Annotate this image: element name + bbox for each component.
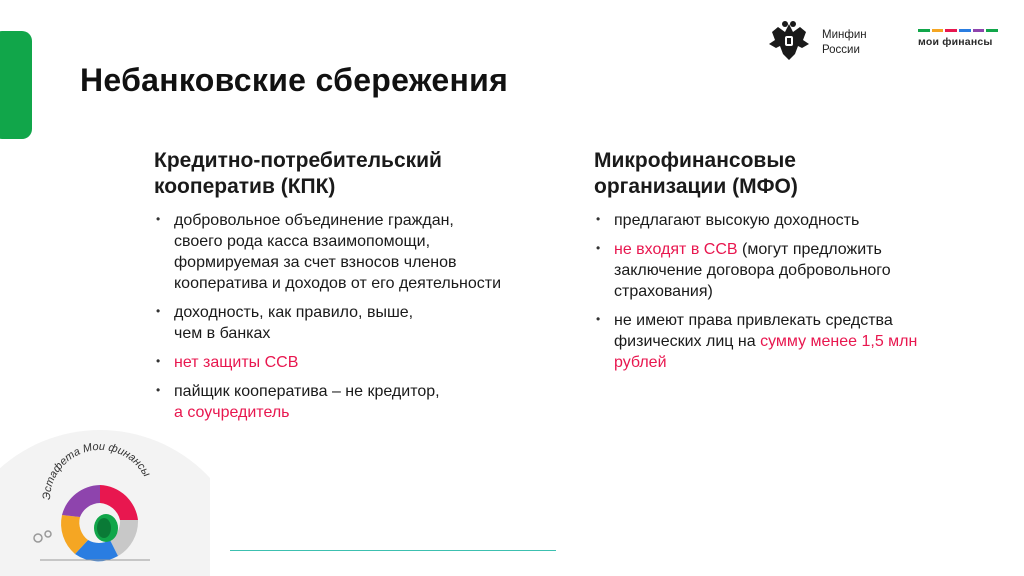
kpk-heading: Кредитно-потребительский кооператив (КПК): [154, 149, 442, 198]
list-item: • не входят в ССВ (могут предложить заключение договора добровольного страхования): [596, 241, 891, 300]
minfin-logo-line2: России: [822, 44, 860, 56]
bottom-divider: [230, 550, 556, 551]
moi-finansy-logo: [918, 29, 998, 49]
minfin-logo: [764, 18, 884, 64]
eagle-emblem-icon: [764, 18, 814, 64]
kpk-column: [154, 148, 574, 431]
minfin-logo-line1: Минфин: [822, 29, 867, 41]
relay-logo-text: Эстафета Мои финансы: [40, 440, 153, 501]
list-item: • нет защиты ССВ: [156, 354, 299, 371]
mfo-list: [594, 210, 994, 373]
moi-finansy-logo-text: мои финансы: [918, 36, 993, 48]
relay-logo: [0, 420, 210, 576]
page-title: Небанковские сбережения: [80, 62, 509, 98]
list-item: • добровольное объединение граждан, своего рода касса взаимопомощи, формируемая за счет взносов членов кооператива и доходов от его деятельности: [156, 212, 502, 292]
list-item: • предлагают высокую доходность: [596, 212, 860, 229]
green-side-tab: [0, 31, 32, 139]
mfo-heading: Микрофинансовые организации (МФО): [594, 149, 798, 198]
mfo-column: [594, 148, 994, 381]
kpk-list: [154, 210, 574, 423]
logo-color-bars: [918, 29, 998, 32]
list-item: • доходность, как правило, выше, чем в банках: [156, 304, 414, 342]
list-item: • не имеют права привлекать средства физических лиц на сумму менее 1,5 млн рублей: [596, 312, 918, 371]
list-item: • пайщик кооператива – не кредитор, а соучредитель: [156, 383, 440, 421]
